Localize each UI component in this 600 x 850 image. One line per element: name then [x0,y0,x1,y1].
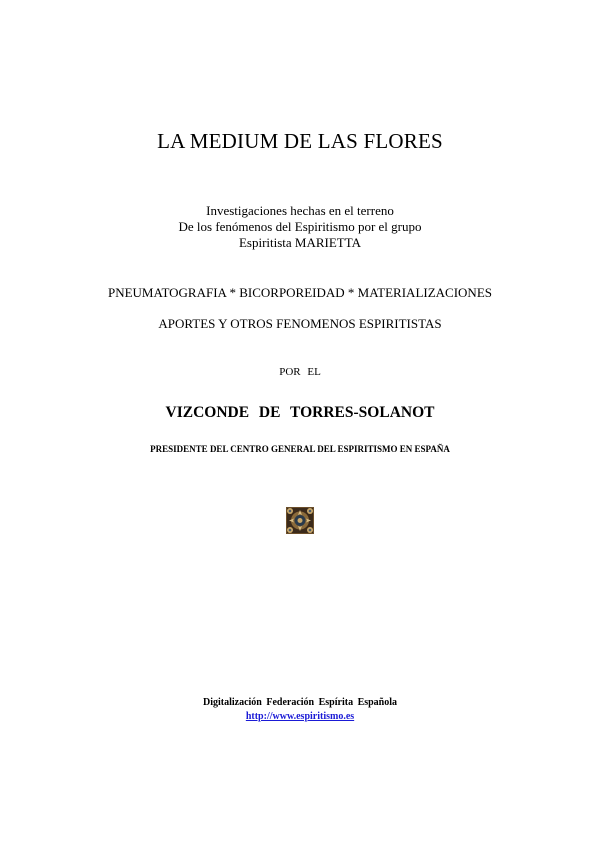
website-link[interactable]: http://www.espiritismo.es [245,711,355,722]
author-position: PRESIDENTE DEL CENTRO GENERAL DEL ESPIRITISMO EN ESPAÑA [150,444,450,454]
subtitle-block [0,203,600,251]
topics-line-1: PNEUMATOGRAFIA * BICORPOREIDAD * MATERIALIZACIONES [107,285,492,300]
topics-line-2: APORTES Y OTROS FENOMENOS ESPIRITISTAS [158,316,442,331]
author-name: VIZCONDE DE TORRES-SOLANOT [165,404,435,421]
subtitle-line: Investigaciones hechas en el terreno [206,203,394,218]
document-title: LA MEDIUM DE LAS FLORES [157,129,443,153]
by-label: POR EL [279,366,321,378]
digitization-credit: Digitalización Federación Espírita Española [202,697,398,708]
subtitle-line: De los fenómenos del Espiritismo por el grupo [178,219,422,234]
ornament-icon [286,507,314,534]
subtitle-line: Espiritista MARIETTA [238,235,362,250]
